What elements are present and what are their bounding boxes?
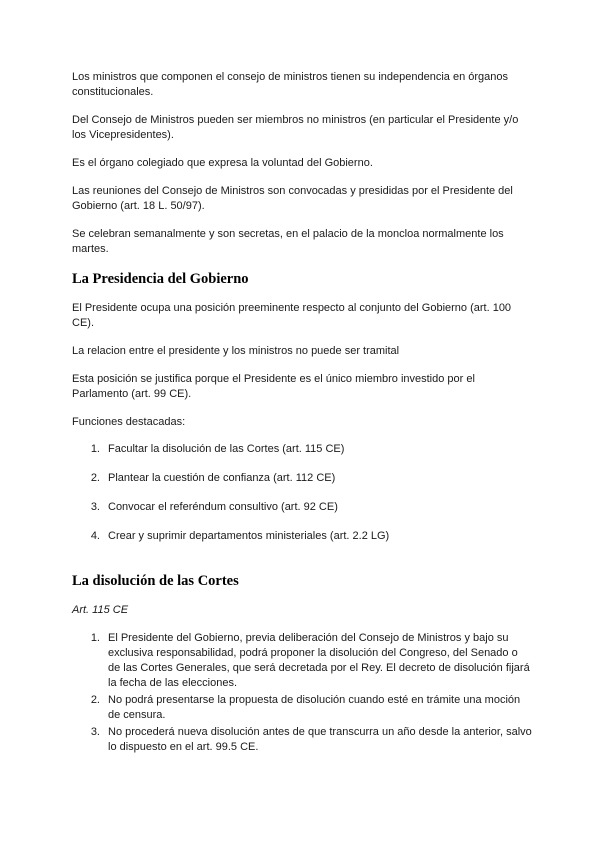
list-item	[72, 529, 532, 544]
intro-paragraph-3: Es el órgano colegiado que expresa la voluntad del Gobierno.	[72, 157, 373, 169]
list-item-text: Plantear la cuestión de confianza (art. 112 CE)	[108, 472, 336, 484]
intro-paragraph-1: Los ministros que componen el consejo de ministros tienen su independencia en órganos constitucionales.	[72, 71, 508, 98]
document-page	[72, 70, 532, 757]
presidencia-paragraph-2: La relacion entre el presidente y los ministros no puede ser tramital	[72, 345, 400, 357]
list-item-text: El Presidente del Gobierno, previa deliberación del Consejo de Ministros y bajo su exclusiva responsabilidad, podrá proponer la disolución del Congreso, del Senado o de las Cortes Generales, que será decretada por el Rey. El decreto de disolución fijará la fecha de las elecciones.	[108, 632, 530, 689]
list-item-text: No procederá nueva disolución antes de que transcurra un año desde la anterior, salvo lo dispuesto en el art. 99.5 CE.	[108, 726, 532, 753]
list-item	[72, 471, 532, 486]
list-item	[72, 693, 532, 723]
intro-paragraph-4: Las reuniones del Consejo de Ministros son convocadas y presididas por el Presidente del Gobierno (art. 18 L. 50/97).	[72, 185, 513, 212]
list-item-number: 3.	[90, 726, 100, 738]
list-item-text: Crear y suprimir departamentos ministeriales (art. 2.2 LG)	[108, 530, 390, 542]
article-reference: Art. 115 CE	[72, 604, 129, 616]
presidencia-paragraph-1: El Presidente ocupa una posición preeminente respecto al conjunto del Gobierno (art. 100 CE).	[72, 302, 512, 329]
list-item-number: 2.	[90, 472, 100, 484]
list-item-number: 3.	[90, 501, 100, 513]
functions-list	[72, 442, 532, 544]
presidencia-heading: La Presidencia del Gobierno	[72, 271, 249, 287]
intro-paragraph-5: Se celebran semanalmente y son secretas, en el palacio de la moncloa normalmente los martes.	[72, 228, 504, 255]
list-item-number: 2.	[90, 694, 100, 706]
list-item-text: Convocar el referéndum consultivo (art. 92 CE)	[108, 501, 338, 513]
list-item-text: No podrá presentarse la propuesta de disolución cuando esté en trámite una moción de censura.	[108, 694, 521, 721]
list-item	[72, 631, 532, 691]
list-item-number: 4.	[90, 530, 100, 542]
intro-paragraph-2: Del Consejo de Ministros pueden ser miembros no ministros (en particular el Presidente y/o los Vicepresidentes).	[72, 114, 519, 141]
list-item	[72, 725, 532, 755]
functions-intro: Funciones destacadas:	[72, 416, 186, 428]
list-item	[72, 500, 532, 515]
presidencia-paragraph-3: Esta posición se justifica porque el Presidente es el único miembro investido por el Parlamento (art. 99 CE).	[72, 373, 475, 400]
list-item-text: Facultar la disolución de las Cortes (art. 115 CE)	[108, 443, 345, 455]
disolucion-list	[72, 631, 532, 755]
list-item	[72, 442, 532, 457]
disolucion-heading: La disolución de las Cortes	[72, 573, 239, 589]
list-item-number: 1.	[90, 632, 100, 644]
list-item-number: 1.	[90, 443, 100, 455]
